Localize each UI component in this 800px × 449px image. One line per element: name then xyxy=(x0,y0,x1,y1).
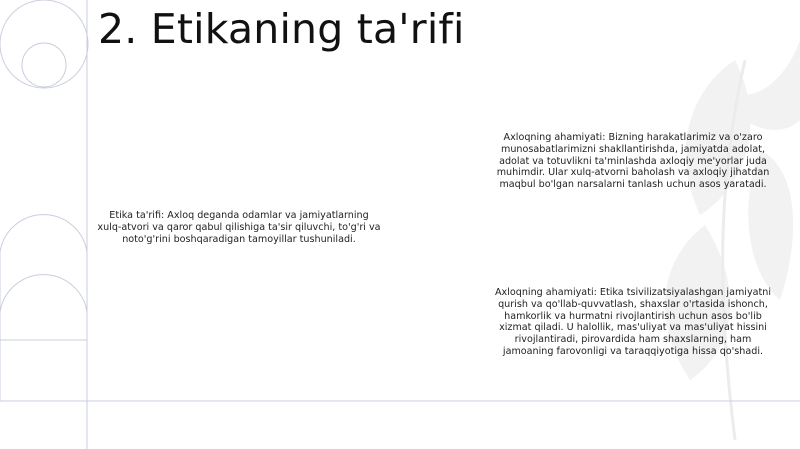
importance-paragraph-2: Axloqning ahamiyati: Etika tsivilizatsiyalashgan jamiyatni qurish va qo'llab-quvvatlash, shaxslar o'rtasida ishonch, hamkorlik va hurmatni rivojlantirish uchun asos bo'lib xizmat qiladi. U halollik, mas'uliyat va mas'uliyat hissini rivojlantiradi, pirovardida ham shaxslarning, ham jamoaning farovonligi va taraqqiyotiga hissa qo'shadi. xyxy=(494,287,772,357)
page-title: 2. Etikaning ta'rifi xyxy=(98,5,465,53)
definition-paragraph: Etika ta'rifi: Axloq deganda odamlar va jamiyatlarning xulq-atvori va qaror qabul qilishiga ta'sir qiluvchi, to'g'ri va noto'g'rini boshqaradigan tamoyillar tushuniladi. xyxy=(97,210,381,245)
importance-paragraph-1: Axloqning ahamiyati: Bizning harakatlarimiz va o'zaro munosabatlarimizni shakllantirishda, jamiyatda adolat, adolat va totuvlikni ta'minlashda axloqiy me'yorlar juda muhimdir. Ular xulq-atvorni baholash va axloqiy jihatdan maqbul bo'lgan narsalarni tanlash uchun asos yaratadi. xyxy=(496,132,770,191)
